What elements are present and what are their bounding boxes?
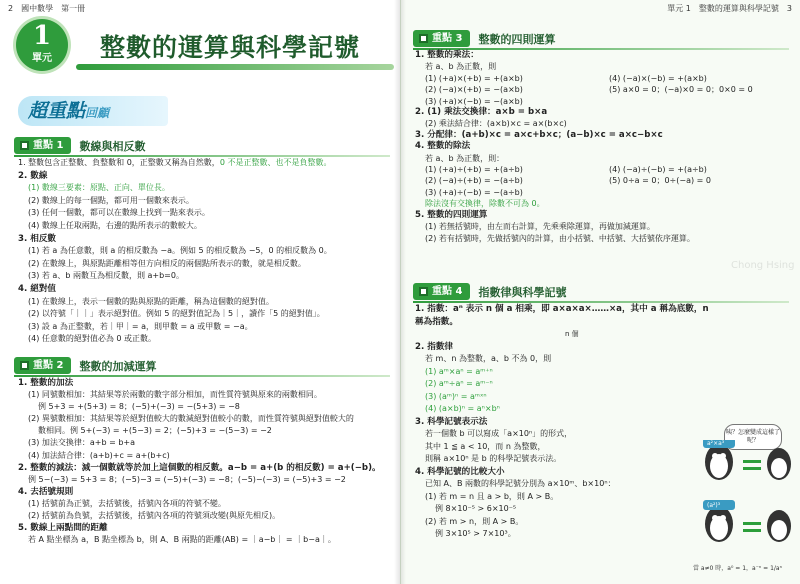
unit-title: 整數的運算與科學記號 [100, 33, 361, 62]
section-2-tag [14, 357, 71, 374]
text-line: (1) 同號數相加：其結果等於兩數的數字部分相加，而性質符號與原來的兩數相同。 [28, 390, 322, 400]
text-line: (2) 在數線上，與原點距離相等但方向相反的兩個點所表示的數，就是相反數。 [28, 258, 306, 268]
text-line: 4. 去括號規則 [18, 486, 74, 497]
text-line: (3) 任何一個數，都可以在數線上找到一點來表示。 [28, 208, 210, 218]
unit-badge [16, 19, 68, 71]
text-line: (1) aᵐ×aⁿ = aᵐ⁺ⁿ [425, 366, 493, 376]
text-line: 1. 指數：aⁿ 表示 n 個 a 相乘，即 a×a×a×……×a，其中 a 稱為底數，n 稱為指數。 [415, 304, 709, 327]
text-line: (2) 括號前為負號，去括號後，括號內各項的符號須改變(與原先相反)。 [28, 511, 281, 521]
text-line: 則稱 a×10ⁿ 是 b 的科學記號表示法。 [425, 454, 562, 463]
running-head-right: 單元 1 整數的運算與科學記號 3 [667, 4, 792, 13]
text-line: (1) 數線三要素：原點、正向、單位長。 [28, 183, 170, 193]
square-icon [20, 141, 29, 150]
unit-title-rule [76, 64, 394, 70]
equals-sign [743, 460, 761, 463]
text-line: (1) (+a)÷(+b) = +(a÷b) [425, 165, 523, 175]
text-line: 1. 整數包含正整數、負整數和 0，正整數又稱為自然數，0 不是正整數、也不是負整數。 [18, 158, 332, 167]
text-line: 2. 指數律 [415, 341, 454, 352]
section-1-header [14, 137, 145, 154]
char-label-bottom: (a²)³ [707, 502, 721, 509]
section-2-title: 整數的加減運算 [79, 359, 157, 373]
text-line: (3) (aᵐ)ⁿ = aᵐˣⁿ [425, 391, 487, 401]
book-gutter [394, 0, 406, 584]
text-line: (1) 若 a 為任意數，則 a 的相反數為 −a。例如 5 的相反數為 −5，0 的相反數為 0。 [28, 246, 332, 256]
review-banner-big: 超重點 [28, 100, 86, 122]
text-line: 1. 整數的乘法： [415, 50, 479, 60]
text-line: 3. 科學記號表示法 [415, 416, 488, 427]
section-4-tag [413, 283, 470, 300]
char-label-top: a²×a³ [707, 440, 725, 447]
text-line: (5) 0÷a = 0；0÷(−a) = 0 [609, 176, 711, 186]
text-line: (2) 若 m > n，則 A > B。 [425, 516, 524, 526]
section-1-title: 數線與相反數 [79, 139, 146, 153]
text-line: 數相同。例 5+(−3) = +(5−3) = 2；(−5)+3 = −(5−3) = −2 [38, 426, 272, 436]
section-3-tag-label: 重點 3 [432, 33, 463, 44]
text-line: 例 3×10⁵ > 7×10³。 [435, 529, 516, 538]
section-3-header [413, 30, 555, 47]
section-4-header [413, 283, 566, 300]
text-line: 其中 1 ≦ a < 10，而 n 為整數， [425, 441, 546, 451]
section-3-body [415, 50, 793, 244]
section-4-title: 指數律與科學記號 [478, 285, 567, 299]
text-line: 例 5+3 = +(5+3) = 8；(−5)+(−3) = −(5+3) = −8 [38, 402, 240, 412]
section-2-tag-label: 重點 2 [33, 360, 64, 371]
section-4-tag-label: 重點 4 [432, 286, 463, 297]
penguin-illustration [697, 440, 797, 562]
running-head-left: 2 國中數學 第一冊 [8, 4, 86, 13]
speech-bubble: 咦？怎麼變成這樣了呢？ [724, 424, 782, 450]
section-3-title: 整數的四則運算 [478, 32, 556, 46]
text-line: 2. (1) 乘法交換律：a×b = b×a [415, 107, 548, 118]
text-line: 3. 相反數 [18, 233, 57, 244]
square-icon [419, 287, 428, 296]
penguin-top-right [767, 448, 791, 480]
text-row [415, 84, 793, 95]
text-line: (2) (−a)×(+b) = −(a×b) [425, 85, 523, 95]
text-line: (5) a×0 = 0；(−a)×0 = 0；0×0 = 0 [609, 85, 753, 95]
text-line: (4) 任意數的絕對值必為 0 或正數。 [28, 334, 157, 344]
text-line: (1) 括號前為正號，去括號後，括號內各項的符號不變。 [28, 498, 226, 508]
text-row [415, 164, 793, 175]
text-line: 4. 科學記號的比較大小 [415, 466, 505, 477]
section-3-tag [413, 30, 470, 47]
text-line: (1) (+a)×(+b) = +(a×b) [425, 73, 523, 83]
text-line: 4. 絕對值 [18, 283, 57, 294]
text-line: (3) (+a)÷(−b) = −(a÷b) [425, 187, 523, 197]
unit-number: 1 [32, 21, 52, 51]
text-line: 2. 數線 [18, 170, 48, 181]
section-2-body [18, 377, 392, 546]
text-line: (3) 加法交換律：a+b = b+a [28, 438, 136, 448]
text-line: 已知 A、B 兩數的科學記號分別為 a×10ᵐ、b×10ⁿ： [425, 479, 616, 488]
text-line: (4) (−a)×(−b) = +(a×b) [609, 73, 707, 83]
text-line: (2) 乘法結合律：(a×b)×c = a×(b×c) [425, 119, 567, 129]
text-line: n 個 [565, 330, 579, 338]
text-row [415, 73, 793, 84]
penguin-bottom-right [767, 510, 791, 542]
text-line: (3) 若 a、b 兩數互為相反數，則 a+b=0。 [28, 271, 184, 281]
text-line: (1) 若無括號時，由左而右計算，先乘乘除運算，再做加減運算。 [425, 222, 655, 232]
watermark: Chong Hsing [731, 260, 795, 271]
text-line: 若 a、b 為正數，則： [425, 153, 505, 163]
text-line: (4) (a×b)ⁿ = aⁿ×bⁿ [425, 404, 500, 413]
text-line: (2) 以符號「｜｜」表示絕對值。例如 5 的絕對值記為｜5｜，讀作「5 的絕對值」。 [28, 309, 325, 319]
text-line: (3) (+a)×(−b) = −(a×b) [425, 96, 523, 106]
text-line: (4) 數線上任取兩點，右邊的點所表示的數較大。 [28, 220, 202, 230]
text-line: (1) 在數線上，表示一個數的點與原點的距離，稱為這個數的絕對值。 [28, 296, 274, 306]
text-line: 1. 整數的加法 [18, 378, 74, 388]
square-icon [20, 361, 29, 370]
unit-label: 單元 [32, 53, 52, 64]
text-line: (3) 設 a 為正整數，若｜甲｜= a，則甲數 = a 或甲數 = −a。 [28, 321, 253, 331]
text-line: 5. 整數的四則運算 [415, 209, 488, 220]
equals-sign [743, 529, 761, 532]
section-1-tag-label: 重點 1 [33, 140, 64, 151]
section-2-header [14, 357, 156, 374]
text-line: 4. 整數的除法 [415, 141, 471, 152]
text-line: 若 a、b 為正數，則 [425, 62, 497, 72]
section-1-body [18, 157, 392, 346]
review-banner [18, 96, 168, 126]
text-line: (2) (−a)÷(+b) = −(a÷b) [425, 176, 523, 186]
text-line: 3. 分配律：(a+b)×c = a×c+b×c；(a−b)×c = a×c−b×c [415, 129, 663, 140]
text-line: (2) aᵐ÷aⁿ = aᵐ⁻ⁿ [425, 379, 493, 388]
text-line: (2) 異號數相加：其結果等於絕對值較大的數減絕對值較小的數，而性質符號與絕對值較大的 [28, 414, 354, 424]
text-line: 例 5−(−3) = 5+3 = 8；(−5)−3 = (−5)+(−3) = −8；(−5)−(−3) = (−5)+3 = −2 [28, 474, 346, 484]
text-row [415, 175, 793, 186]
text-line: (2) 若有括號時，先做括號內的計算，由小括號、中括號、大括號依序運算。 [425, 233, 695, 243]
equals-sign [743, 522, 761, 525]
square-icon [419, 34, 428, 43]
right-page [400, 0, 800, 584]
review-banner-small: 回顧 [85, 106, 110, 120]
text-line: (1) 若 m = n 且 a > b，則 A > B。 [425, 491, 559, 501]
text-line: 若 A 點坐標為 a，B 點坐標為 b，則 A、B 兩點的距離(AB) = ｜a−b｜ = ｜b−a｜。 [28, 535, 336, 545]
text-line: 5. 數線上兩點間的距離 [18, 523, 108, 534]
text-line: 若一個數 b 可以寫成「a×10ⁿ」的形式， [425, 429, 573, 438]
text-line: 若 m、n 為整數，a、b 不為 0，則 [425, 354, 552, 363]
section-4-body [415, 303, 715, 541]
text-line: 2. 整數的減法：減一個數就等於加上這個數的相反數。a−b = a+(b 的相反數) = a+(−b)。 [18, 462, 381, 473]
equals-sign [743, 467, 761, 470]
text-line: (4) 加法結合律：(a+b)+c = a+(b+c) [28, 450, 170, 460]
footnote: 當 a≠0 時，a⁰ = 1，a⁻ⁿ = 1/aⁿ [692, 565, 782, 572]
text-line: 除法沒有交換律，除數不可為 0。 [425, 199, 545, 209]
text-line: 例 8×10⁻⁵ > 6×10⁻⁵ [435, 504, 517, 513]
section-1-tag [14, 137, 71, 154]
text-line: (2) 數線上的每一個點，都可用一個數來表示。 [28, 195, 194, 205]
text-line: (4) (−a)÷(−b) = +(a÷b) [609, 165, 707, 175]
